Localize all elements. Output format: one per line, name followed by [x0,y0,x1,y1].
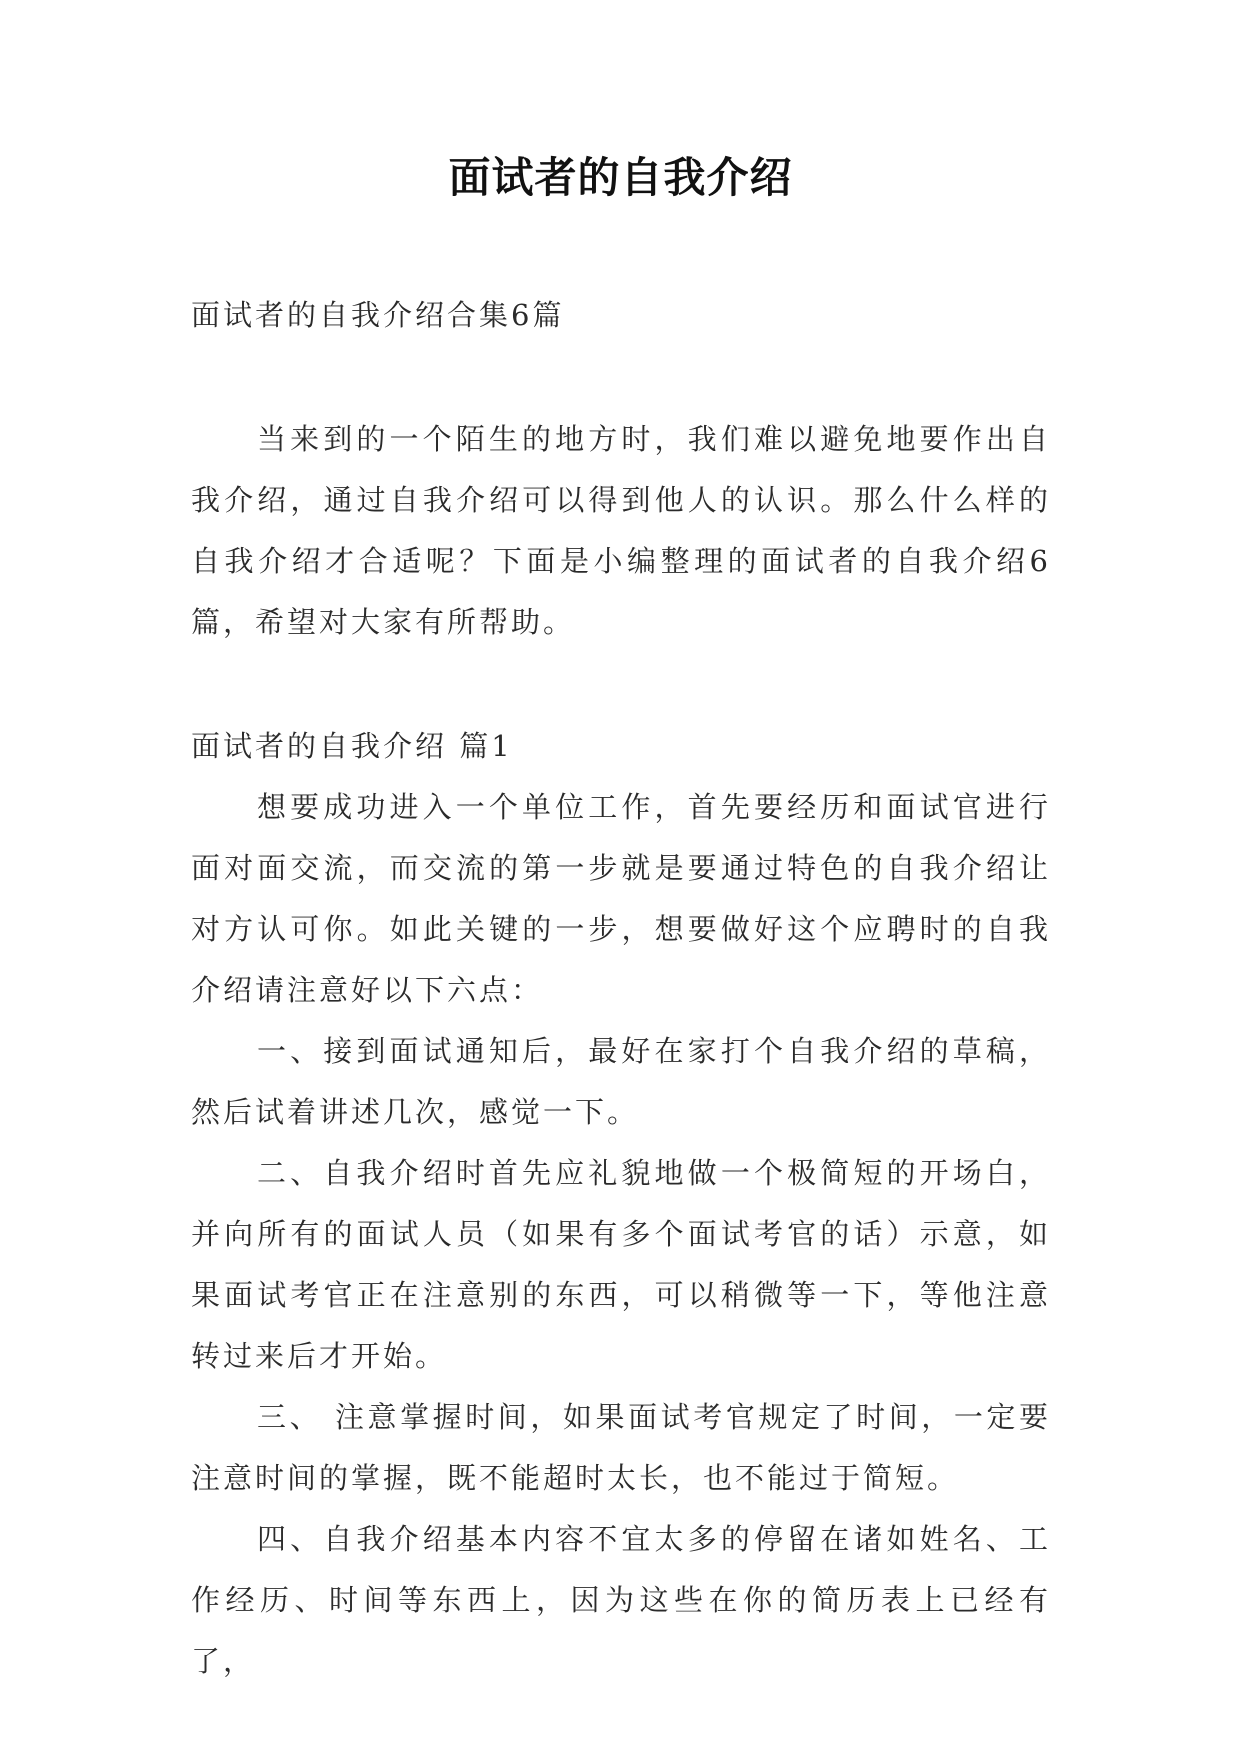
body-paragraph: 二、自我介绍时首先应礼貌地做一个极简短的开场白，并向所有的面试人员（如果有多个面试考官的话）示意，如果面试考官正在注意别的东西，可以稍微等一下，等他注意转过来后才开始。 [191,1156,1051,1373]
body-paragraph: 一、接到面试通知后，最好在家打个自我介绍的草稿，然后试着讲述几次，感觉一下。 [191,1034,1051,1129]
body-paragraph: 想要成功进入一个单位工作，首先要经历和面试官进行面对面交流，而交流的第一步就是要通过特色的自我介绍让对方认可你。如此关键的一步，想要做好这个应聘时的自我介绍请注意好以下六点： [191,790,1051,1007]
intro-paragraph: 当来到的一个陌生的地方时，我们难以避免地要作出自我介绍，通过自我介绍可以得到他人的认识。那么什么样的自我介绍才合适呢？下面是小编整理的面试者的自我介绍6篇，希望对大家有所帮助。 [191,422,1051,639]
document-subtitle: 面试者的自我介绍合集6篇 [191,298,565,332]
body-paragraph: 四、自我介绍基本内容不宜太多的停留在诸如姓名、工作经历、时间等东西上，因为这些在你的简历表上已经有了， [191,1522,1051,1678]
body-paragraph: 三、 注意掌握时间，如果面试考官规定了时间，一定要注意时间的掌握，既不能超时太长，也不能过于简短。 [191,1400,1051,1495]
document-body [191,285,1051,1692]
document-title: 面试者的自我介绍 [448,153,793,202]
section-heading: 面试者的自我介绍 篇1 [191,729,513,763]
